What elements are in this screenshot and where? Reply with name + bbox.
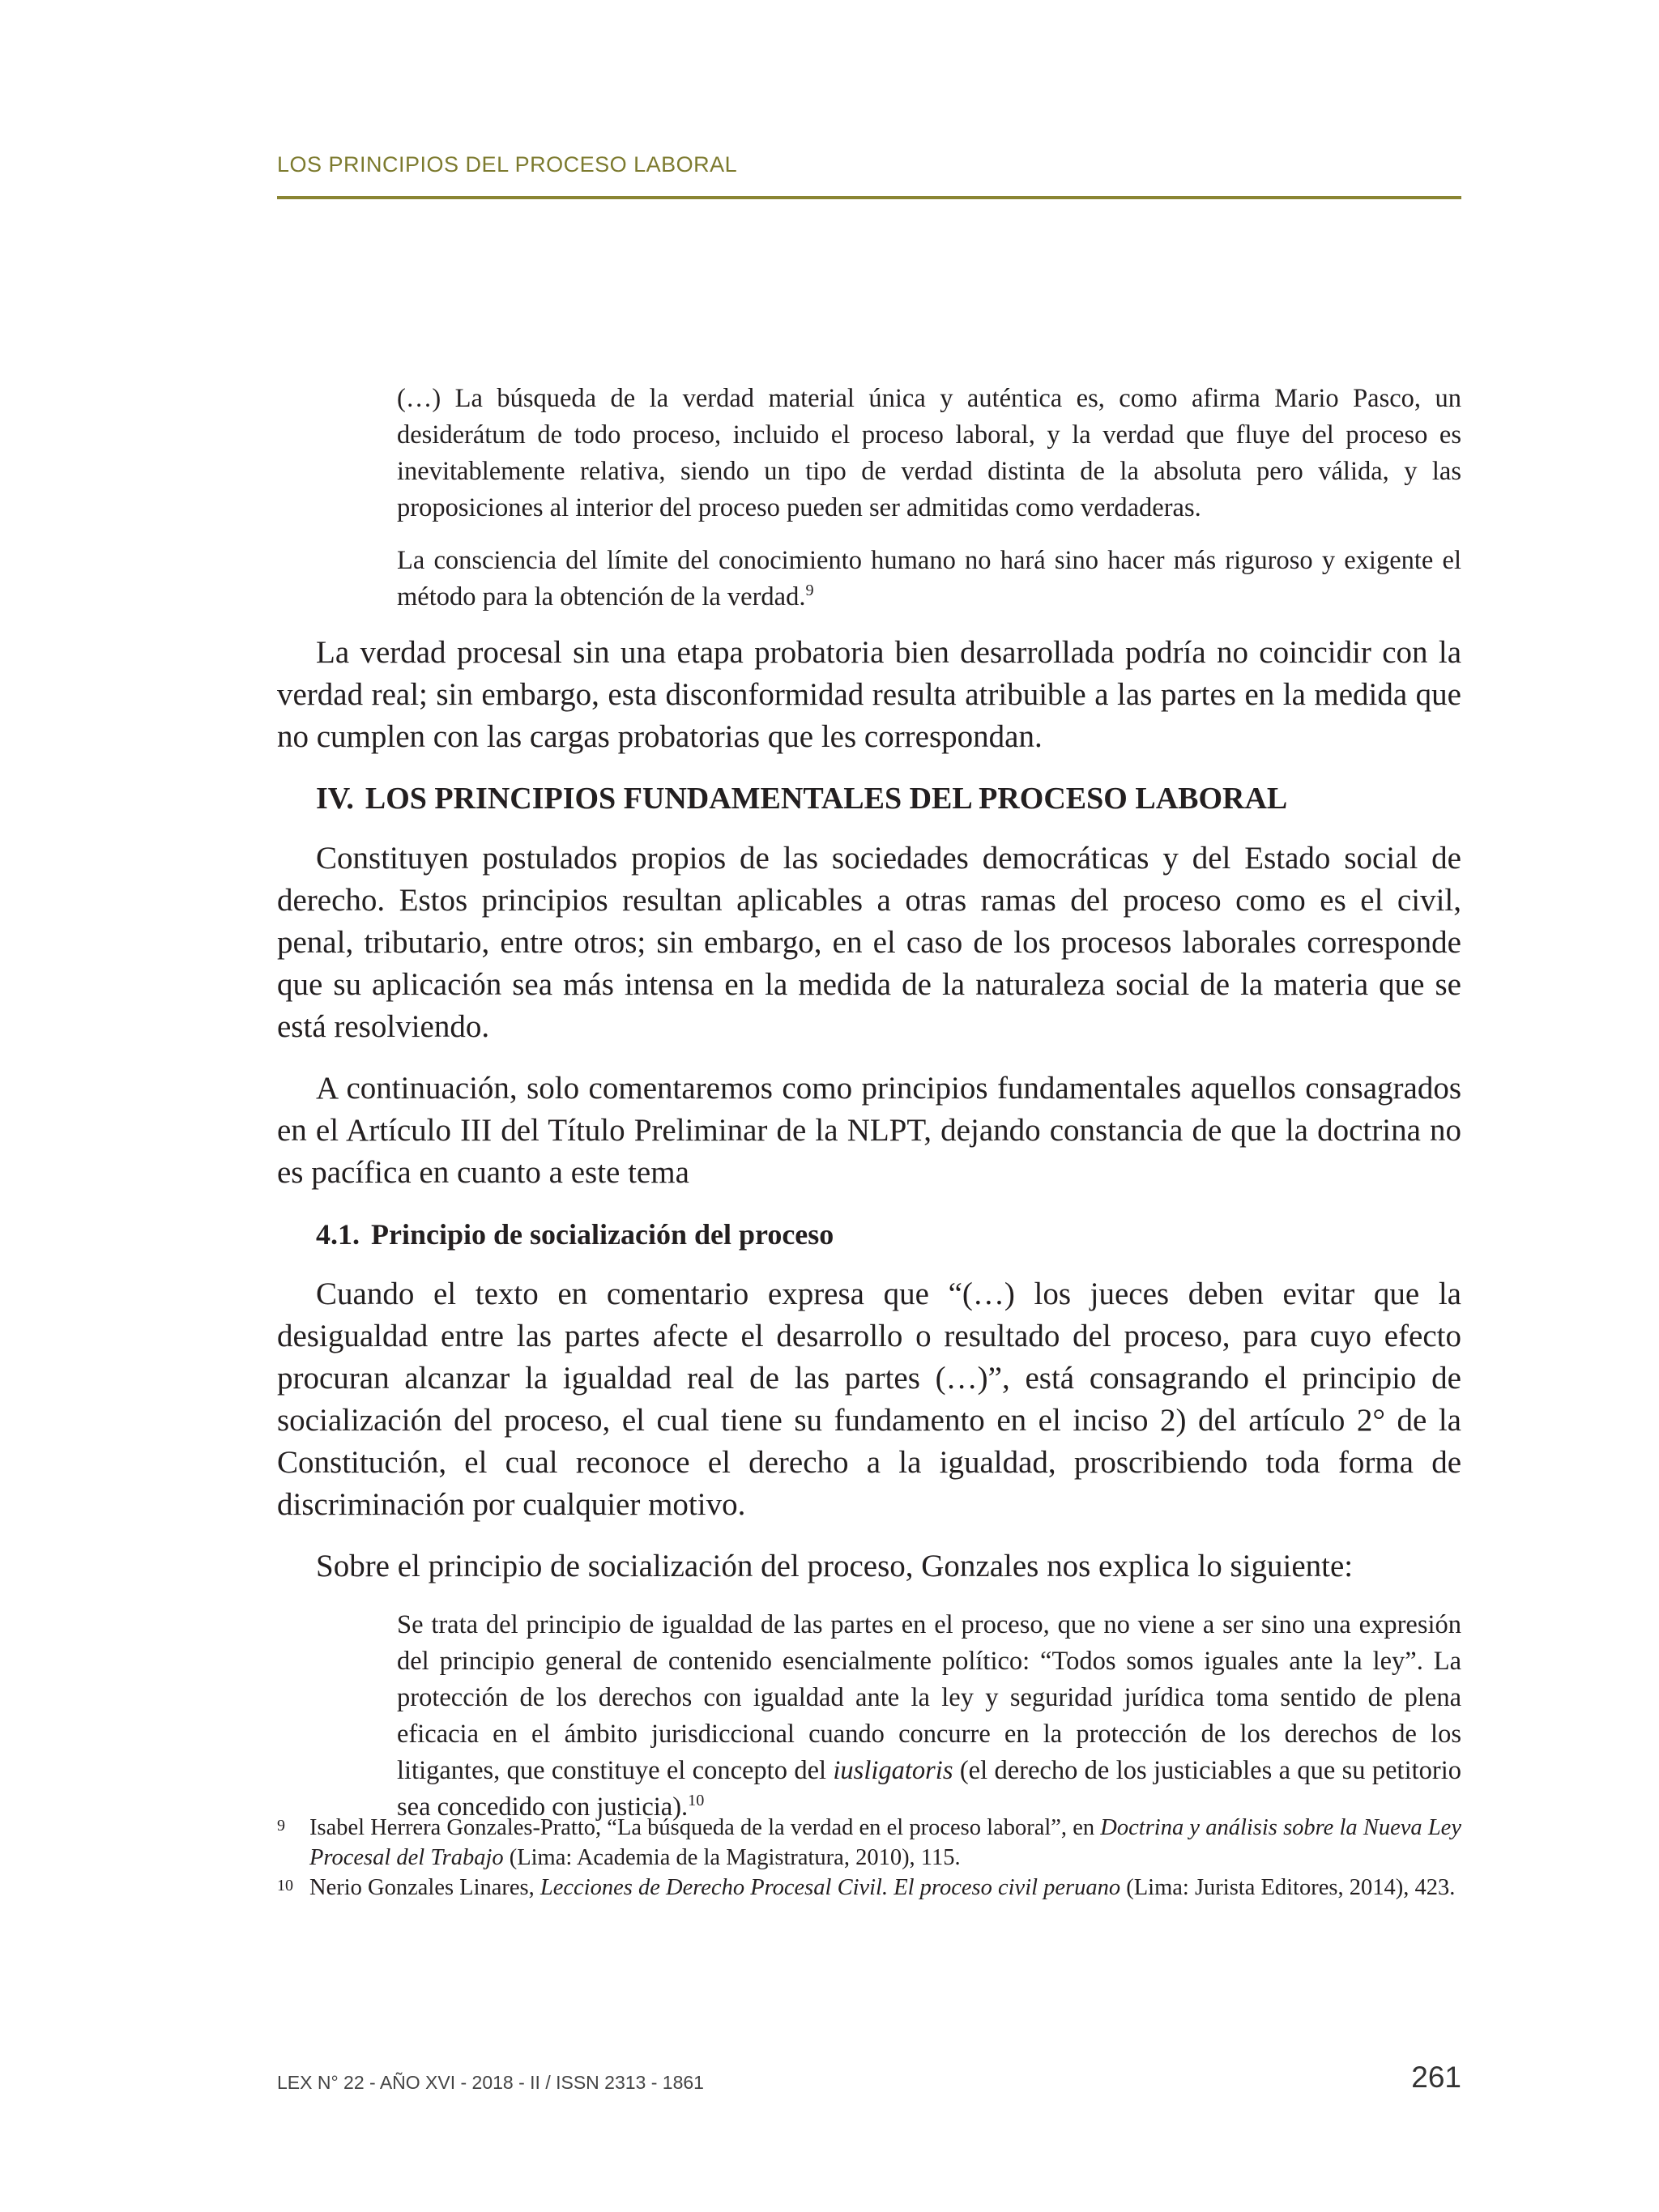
- page-number: 261: [1411, 2061, 1461, 2094]
- footnote-italic-title: Lecciones de Derecho Procesal Civil. El proceso civil peruano: [539, 1875, 1121, 1900]
- footnote-italic-title: Doctrina y análisis sobre la Nueva Ley Procesal del Trabajo: [309, 1815, 1461, 1870]
- main-content: [277, 381, 1461, 1842]
- footnote-number: 10: [277, 1877, 293, 1894]
- quote-text: La consciencia del límite del conocimiento humano no hará sino hacer más riguroso y exigente el método para la obtención de la verdad.: [397, 546, 1461, 612]
- quote-paragraph: [397, 543, 1461, 616]
- footnote-text: (Lima: Academia de la Magistratura, 2010), 115.: [503, 1845, 961, 1870]
- footer-issn: LEX N° 22 - AÑO XVI - 2018 - II / ISSN 2313 - 1861: [277, 2072, 704, 2093]
- footnote-text: Nerio Gonzales Linares,: [309, 1875, 540, 1900]
- quote-paragraph: [397, 1607, 1461, 1826]
- quote-italic-term: iusligatoris: [833, 1756, 953, 1785]
- footnote-number: 9: [277, 1817, 285, 1835]
- footnote-ref[interactable]: 10: [688, 1792, 705, 1810]
- quote-text: (el derecho de los justiciables a que su petitorio sea concedido con justicia).: [397, 1756, 1462, 1822]
- section-heading: [316, 778, 1461, 820]
- subsection-heading: [316, 1213, 1461, 1255]
- header-rule: [277, 196, 1461, 199]
- footnote: [277, 1813, 1461, 1873]
- body-paragraph: Constituyen postulados propios de las sociedades democráticas y del Estado social de derecho. Estos principios resultan aplicables a otras ramas del proceso como es el civil, penal, tributario, entre otros; sin embargo, en el caso de los procesos laborales corresponde que su aplicación sea más intensa en la medida de la naturaleza social de la materia que se está resolviendo.: [277, 841, 1461, 1044]
- body-paragraph: La verdad procesal sin una etapa probatoria bien desarrollada podría no coincidir con la verdad real; sin embargo, esta disconformidad resulta atribuible a las partes en la medida que no cumplen con las cargas probatorias que les correspondan.: [277, 635, 1461, 754]
- body-paragraph: Sobre el principio de socialización del proceso, Gonzales nos explica lo siguiente:: [316, 1549, 1354, 1583]
- quote-text: Se trata del principio de igualdad de las partes en el proceso, que no viene a ser sino una expresión del principio general de contenido esencialmente político: “Todos somos iguales ante la ley”. La protección de los derechos con igualdad ante la ley y seguridad jurídica toma sentido de plena eficacia en el ámbito jurisdiccional cuando concurre en la protección de los derechos de los litigantes, que constituye el concepto del: [397, 1610, 1461, 1785]
- quote-paragraph: (…) La búsqueda de la verdad material única y auténtica es, como afirma Mario Pasco, un desiderátum de todo proceso, incluido el proceso laboral, y la verdad que fluye del proceso es inevitablemente relativa, siendo un tipo de verdad distinta de la absoluta pero válida, y las proposiciones al interior del proceso pueden ser admitidas como verdaderas.: [397, 384, 1461, 522]
- footnote: [277, 1873, 1461, 1903]
- footnote-ref[interactable]: 9: [805, 582, 814, 600]
- footnote-text: (Lima: Jurista Editores, 2014), 423.: [1120, 1875, 1456, 1900]
- block-quote-gonzales: [397, 1607, 1461, 1826]
- block-quote-pasco: [397, 381, 1461, 616]
- body-paragraph: Cuando el texto en comentario expresa que “(…) los jueces deben evitar que la desigualdad entre las partes afecte el desarrollo o resultado del proceso, para cuyo efecto procuran alcanzar la igualdad real de las partes (…)”, está consagrando el principio de socialización del proceso, el cual tiene su fundamento en el inciso 2) del artículo 2° de la Constitución, el cual reconoce el derecho a la igualdad, proscribiendo toda forma de discriminación por cualquier motivo.: [277, 1276, 1461, 1522]
- footnotes: [277, 1813, 1461, 1903]
- subsection-number: 4.1.: [316, 1218, 360, 1251]
- body-paragraph: A continuación, solo comentaremos como principios fundamentales aquellos consagrados en el Artículo III del Título Preliminar de la NLPT, dejando constancia de que la doctrina no es pacífica en cuanto a este tema: [277, 1071, 1461, 1190]
- section-title: LOS PRINCIPIOS FUNDAMENTALES DEL PROCESO LABORAL: [365, 782, 1288, 816]
- section-number: IV.: [316, 782, 354, 816]
- running-head: LOS PRINCIPIOS DEL PROCESO LABORAL: [277, 152, 738, 177]
- subsection-title: Principio de socialización del proceso: [371, 1218, 834, 1251]
- footnote-text: Isabel Herrera Gonzales-Pratto, “La búsqueda de la verdad en el proceso laboral”, en: [309, 1815, 1101, 1840]
